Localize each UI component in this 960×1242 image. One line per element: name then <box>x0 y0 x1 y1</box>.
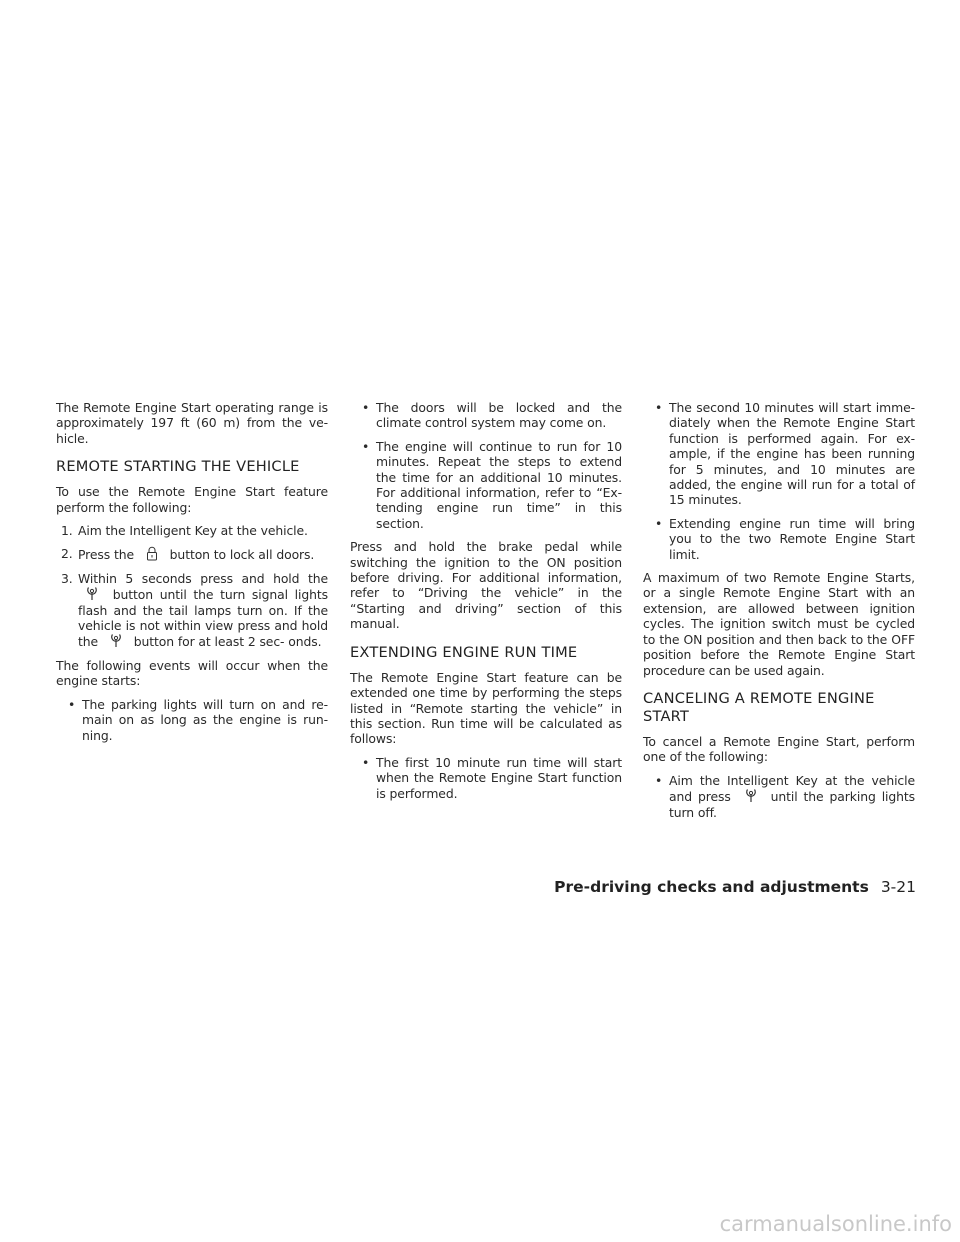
step-3-text-a: Within 5 seconds press and hold the <box>78 570 328 586</box>
step-1-text: Aim the Intelligent Key at the vehicle. <box>78 523 308 539</box>
remote-start-icon <box>78 586 106 600</box>
remote-start-lead: To use the Remote Engine Start feature perform the following: <box>56 484 328 515</box>
bullet-mark: • <box>68 696 76 712</box>
bullet-first-10-minutes <box>356 755 622 801</box>
bullet-second-10-minutes <box>649 400 915 508</box>
bullet-text: The first 10 minute run time will start when the Remote Engine Start function is performed. <box>376 754 622 801</box>
bullet-mark: • <box>362 438 370 454</box>
extending-lead: The Remote Engine Start feature can be extended one time by performing the steps listed in “Remote starting the vehicle” in this section. Run time will be calculated as follows: <box>350 669 622 747</box>
bullet-doors-locked <box>356 400 622 431</box>
column-1 <box>56 400 328 751</box>
bullet-text: The engine will continue to run for 10 minutes. Repeat the steps to extend the time for an additional 10 minutes. For additional information, refer to “Ex- tending engine run time” in this section. <box>376 438 622 531</box>
bullet-text: Extending engine run time will bring you to the two Remote Engine Start limit. <box>669 515 915 562</box>
bullet-text: The doors will be locked and the climate control system may come on. <box>376 400 622 431</box>
step-1-number: 1. <box>61 523 73 539</box>
bullet-engine-continue <box>356 439 622 531</box>
bullet-mark: • <box>362 400 370 415</box>
canceling-lead: To cancel a Remote Engine Start, perform one of the following: <box>643 733 915 765</box>
step-1 <box>56 523 328 538</box>
column-3 <box>643 400 915 828</box>
maximum-starts-paragraph: A maximum of two Remote Engine Starts, or a single Remote Engine Start with an extension, are allowed between ignition cycles. The ignition switch must be cycled to the ON position and then back to the OFF position before the Remote Engine Start procedure can be used again. <box>643 570 915 678</box>
bullet-parking-lights <box>62 697 328 743</box>
page-footer <box>554 878 916 896</box>
bullet-text-b: until the parking lights turn off. <box>669 789 916 820</box>
remote-start-icon <box>102 633 130 647</box>
lock-icon <box>138 546 166 560</box>
bullet-text: The parking lights will turn on and re- main on as long as the engine is run- ning. <box>82 696 328 743</box>
step-2-text-b: button to lock all doors. <box>169 547 315 563</box>
step-2-text-a: Press the <box>78 547 134 563</box>
bullet-text: The second 10 minutes will start imme- diately when the Remote Engine Start function is performed again. For ex- ample, if the engine has been running for 5 minutes, and 10 minutes are added, the engine will run for a total of 15 minutes. <box>669 400 915 508</box>
step-2-number: 2. <box>61 546 73 562</box>
remote-start-icon <box>737 788 765 802</box>
watermark: carmanualsonline.info <box>719 1212 952 1236</box>
bullet-mark: • <box>655 772 663 788</box>
page-number: 3-21 <box>880 878 916 896</box>
bullet-mark: • <box>655 400 663 415</box>
bullet-text-a: Aim the Intelligent Key at the vehicle and press <box>669 772 915 805</box>
brake-pedal-paragraph: Press and hold the brake pedal while switching the ignition to the ON position before driving. For additional information, refer to “Driving the vehicle” in the “Starting and driving” section of this manual. <box>350 539 622 632</box>
heading-canceling-remote-start: CANCELING A REMOTE ENGINE START <box>643 689 875 725</box>
step-3-number: 3. <box>61 570 73 586</box>
bullet-start-limit <box>649 516 915 562</box>
heading-remote-starting: REMOTE STARTING THE VEHICLE <box>56 458 300 476</box>
range-paragraph: The Remote Engine Start operating range is approximately 197 ft (60 m) from the ve- hicle. <box>56 400 328 446</box>
heading-extending-run-time: EXTENDING ENGINE RUN TIME <box>350 643 578 661</box>
step-3 <box>56 571 328 650</box>
footer-section-title: Pre-driving checks and adjustments <box>554 878 869 896</box>
step-3-text-b: button until the turn signal lights flash and the tail lamps turn on. If the vehicle is not within view press and hold the <box>78 587 329 650</box>
bullet-cancel-press <box>649 773 915 820</box>
bullet-mark: • <box>362 754 370 770</box>
step-3-text-c: button for at least 2 sec- onds. <box>133 634 322 650</box>
bullet-mark: • <box>655 515 663 531</box>
column-2 <box>350 400 622 809</box>
events-lead: The following events will occur when the engine starts: <box>56 657 328 689</box>
step-2 <box>56 546 328 562</box>
